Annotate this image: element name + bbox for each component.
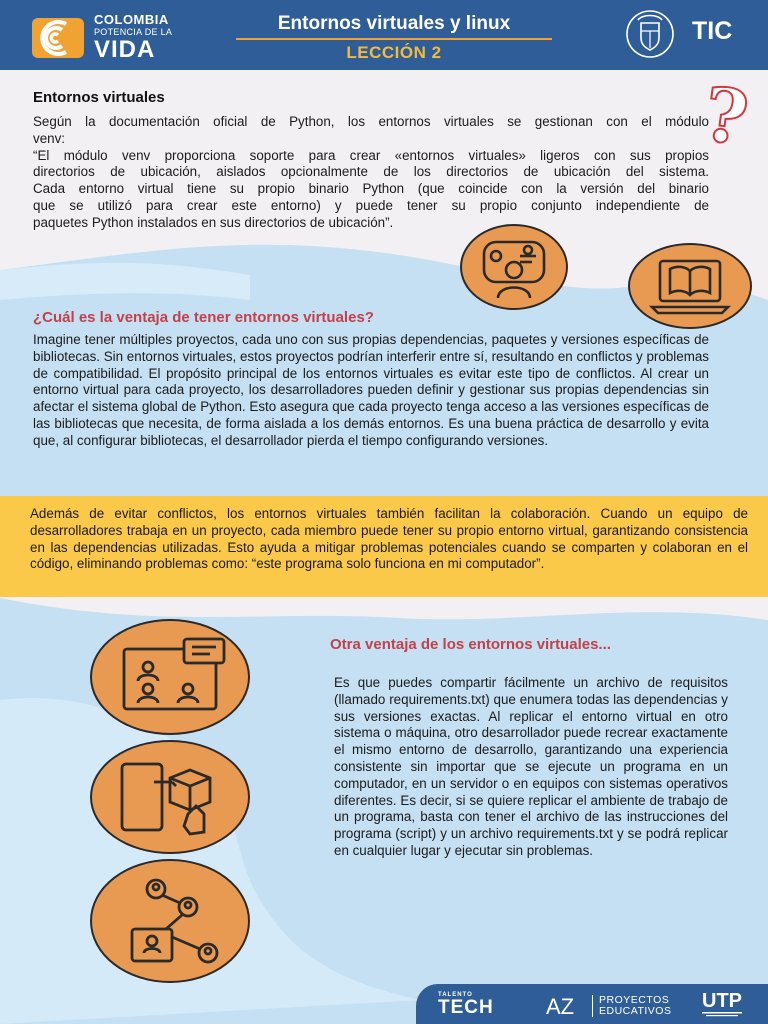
- pe-line2: EDUCATIVOS: [599, 1005, 672, 1017]
- utp-wordmark-icon: [702, 1011, 742, 1017]
- header-bar: [0, 0, 768, 70]
- lesson-subtitle: LECCIÓN 2: [346, 43, 442, 62]
- az-logo: AZ: [546, 994, 575, 1019]
- section1-line: Cada entorno virtual tiene su propio binario Python (que coincide con la versión del binario: [33, 181, 709, 197]
- section1-line: Según la documentación oficial de Python, los entornos virtuales se gestionan con el módulo: [33, 114, 709, 129]
- section-entornos-virtuales: [33, 89, 709, 232]
- section2-heading: ¿Cuál es la ventaja de tener entornos virtuales?: [33, 309, 374, 326]
- lesson-title-block: [236, 13, 552, 63]
- section1-line: venv:: [33, 130, 66, 146]
- section-otra-ventaja: [330, 636, 728, 653]
- utp-logo: UTP: [702, 990, 742, 1012]
- collaboration-band: [0, 496, 768, 597]
- laptop-book-icon: [628, 243, 752, 329]
- section1-body: [33, 114, 709, 232]
- section3-body-wrap: [334, 675, 728, 860]
- talento-big-label: TECH: [438, 997, 494, 1018]
- section-ventaja: [33, 309, 709, 450]
- title-divider: [236, 38, 552, 40]
- section2-body: Imagine tener múltiples proyectos, cada uno con sus propias dependencias, paquetes y versiones específicas de bibliotecas. Sin entornos virtuales, estos proyectos podrían interferir entre sí, resultando en conflictos y problemas de compatibilidad. El propósito principal de los entornos virtuales es evitar este tipo de conflictos. Al crear un entorno virtual para cada proyecto, los desarrolladores pueden definir y gestionar sus propias dependencias sin afectar el sistema global de Python. Esto asegura que cada proyecto tenga acceso a las versiones específicas de las bibliotecas que necesita, de forma aislada a los demás entornos. Es una buena práctica de desarrollo y evita que, al configurar bibliotecas, el desarrollador pierda el tiempo configurando versiones.: [33, 332, 709, 448]
- brand-line3: VIDA: [94, 36, 156, 63]
- section3-body: Es que puedes compartir fácilmente un archivo de requisitos (llamado requirements.txt) que enumera todas las dependencias y sus versiones exactas. Al replicar el entorno virtual en otro sistema o máquina, otro desarrollador puede recrear exactamente el mismo entorno de desarrollo, garantizando una experiencia consistente sin importar que se ejecute un programa en un computador, en un servidor o en equipos con sistemas operativos diferentes. Es decir, si se quiere replicar el ambiente de trabajo de un programa, basta con tener el archivo de las instrucciones del programa (script) y un archivo requirements.txt y se podrá replicar en cualquier lugar y ejecutar sin problemas.: [334, 675, 728, 858]
- video-call-icon: [90, 619, 250, 735]
- talento-tech-logo: [438, 992, 494, 1017]
- footer-logos: [416, 984, 768, 1024]
- pe-line1: PROYECTOS: [599, 994, 670, 1006]
- section1-heading: Entornos virtuales: [33, 89, 165, 106]
- talento-small-label: TALENTO: [438, 992, 473, 998]
- proyectos-educativos-logo: [592, 995, 671, 1017]
- section3-heading: Otra ventaja de los entornos virtuales...: [330, 636, 611, 653]
- section1-line: paquetes Python instalados en sus directorios de ubicación”.: [33, 214, 394, 230]
- section1-line: directorios de ubicación, aislados opcionalmente de los directorios de ubicación del sistema.: [33, 164, 709, 180]
- brand-line1: COLOMBIA: [94, 12, 169, 27]
- tic-label: TIC: [692, 17, 733, 45]
- question-mark-icon: ?: [698, 71, 754, 163]
- brand-logo-group: [32, 13, 172, 62]
- tablet-cube-icon: [90, 740, 250, 854]
- colombia-logo-icon: [32, 18, 84, 58]
- page-title: Entornos virtuales y linux: [277, 13, 511, 34]
- network-team-icon: [90, 859, 250, 983]
- section1-line: “El módulo venv proporciona soporte para crear «entornos virtuales» ligeros con sus propios: [33, 147, 709, 163]
- brand-line2: POTENCIA DE LA: [94, 27, 173, 37]
- vr-person-icon: [460, 224, 568, 310]
- section1-line: que se utilizó para crear este entorno) y puede tener su propio conjunto independiente de: [33, 197, 709, 213]
- band-text: Además de evitar conflictos, los entornos virtuales también facilitan la colaboración. Cuando un equipo de desarrolladores trabaja en un proyecto, cada miembro puede tener su propio entorno virtual, garantizando consistencia en las dependencias utilizadas. Esto ayuda a mitigar problemas potenciales cuando se comparten y colaboran en el código, eliminando problemas como: “este programa solo funciona en mi computador”.: [30, 506, 748, 572]
- coat-of-arms-icon: [624, 8, 676, 60]
